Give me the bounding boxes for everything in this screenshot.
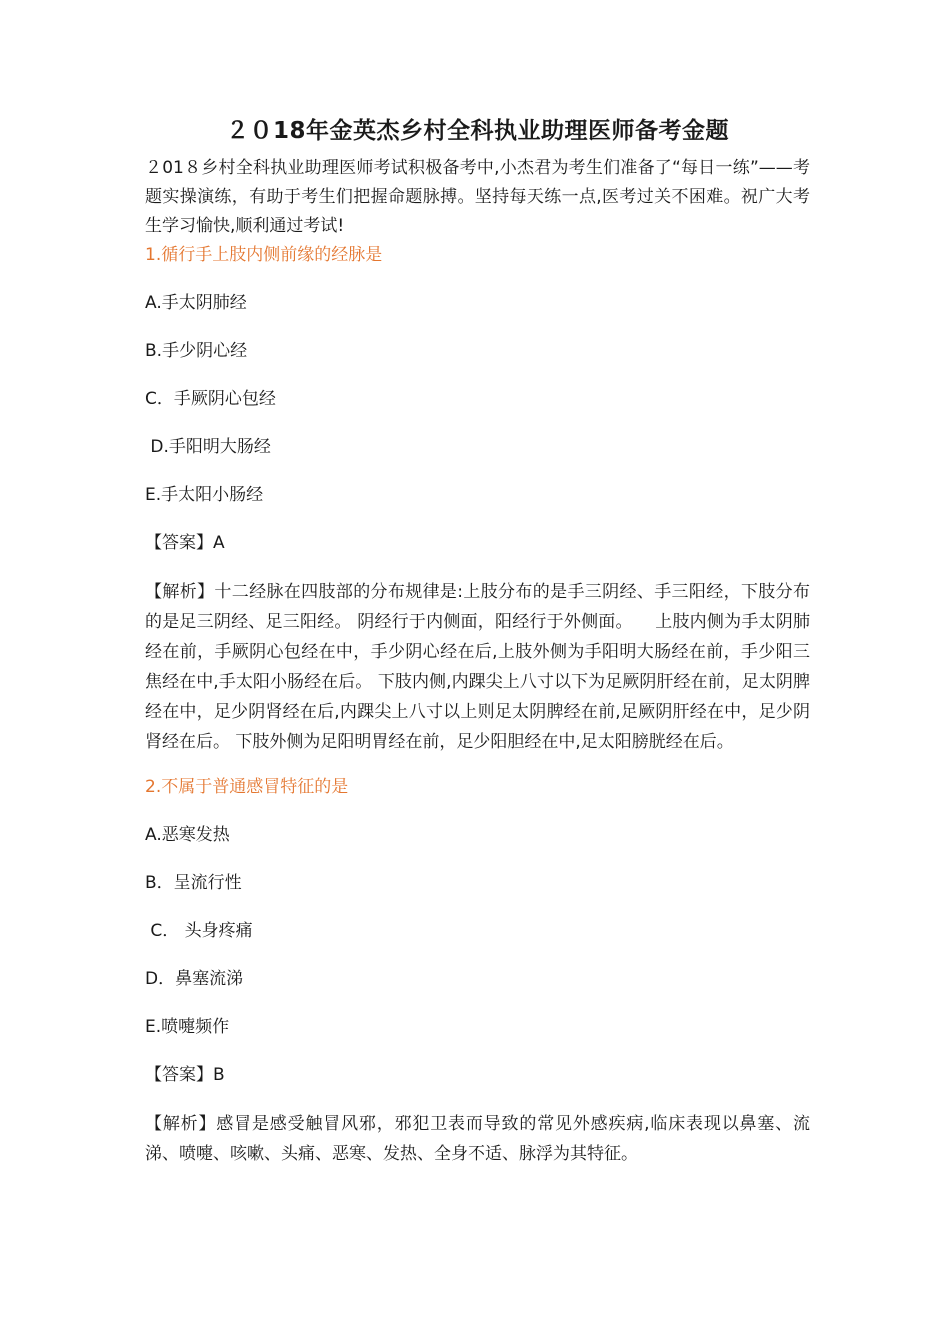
- question-1-option-a: A.手太阴肺经: [145, 293, 247, 313]
- question-2-answer: 【答案】B: [145, 1065, 225, 1085]
- intro-paragraph: ２01８乡村全科执业助理医师考试积极备考中,小杰君为考生们准备了“每日一练”——考题实操演练，有助于考生们把握命题脉搏。坚持每天练一点,医考过关不困难。祝广大考生学习愉快,顺利通过考试!: [145, 158, 810, 236]
- document-page: [145, 112, 810, 1169]
- question-2-stem: 2.不属于普通感冒特征的是: [145, 777, 349, 797]
- question-2-option-e: E.喷嚏频作: [145, 1017, 230, 1037]
- document-title: ２０18年金英杰乡村全科执业助理医师备考金题: [225, 118, 729, 144]
- question-1-option-e: E.手太阳小肠经: [145, 485, 264, 505]
- question-2-option-b: B．呈流行性: [145, 873, 242, 893]
- question-1-option-c: C．手厥阴心包经: [145, 389, 276, 409]
- question-2-option-a: A.恶寒发热: [145, 825, 230, 845]
- question-1-answer: 【答案】A: [145, 533, 225, 553]
- question-2-option-d: D．鼻塞流涕: [145, 969, 244, 989]
- question-2-option-c: C． 头身疼痛: [145, 921, 253, 941]
- question-1-stem: 1.循行手上肢内侧前缘的经脉是: [145, 245, 383, 265]
- question-1-option-b: B.手少阴心经: [145, 341, 248, 361]
- question-1-analysis: 【解析】十二经脉在四肢部的分布规律是:上肢分布的是手三阴经、手三阳经，下肢分布的是足三阴经、足三阳经。 阴经行于内侧面，阳经行于外侧面。 上肢内侧为手太阴肺经在前，手厥阴心包经在中，手少阴心经在后,上肢外侧为手阳明大肠经在前，手少阳三焦经在中,手太阳小肠经在后。 下肢内侧,内踝尖上八寸以下为足厥阴肝经在前，足太阴脾经在中，足少阴肾经在后,内踝尖上八寸以上则足太阴脾经在前,足厥阴肝经在中，足少阴肾经在后。 下肢外侧为足阳明胃经在前，足少阳胆经在中,足太阳膀胱经在后。: [145, 582, 810, 752]
- question-1-option-d: D.手阳明大肠经: [145, 437, 271, 457]
- question-2-analysis: 【解析】感冒是感受触冒风邪，邪犯卫表而导致的常见外感疾病,临床表现以鼻塞、流涕、喷嚏、咳嗽、头痛、恶寒、发热、全身不适、脉浮为其特征。: [145, 1114, 810, 1164]
